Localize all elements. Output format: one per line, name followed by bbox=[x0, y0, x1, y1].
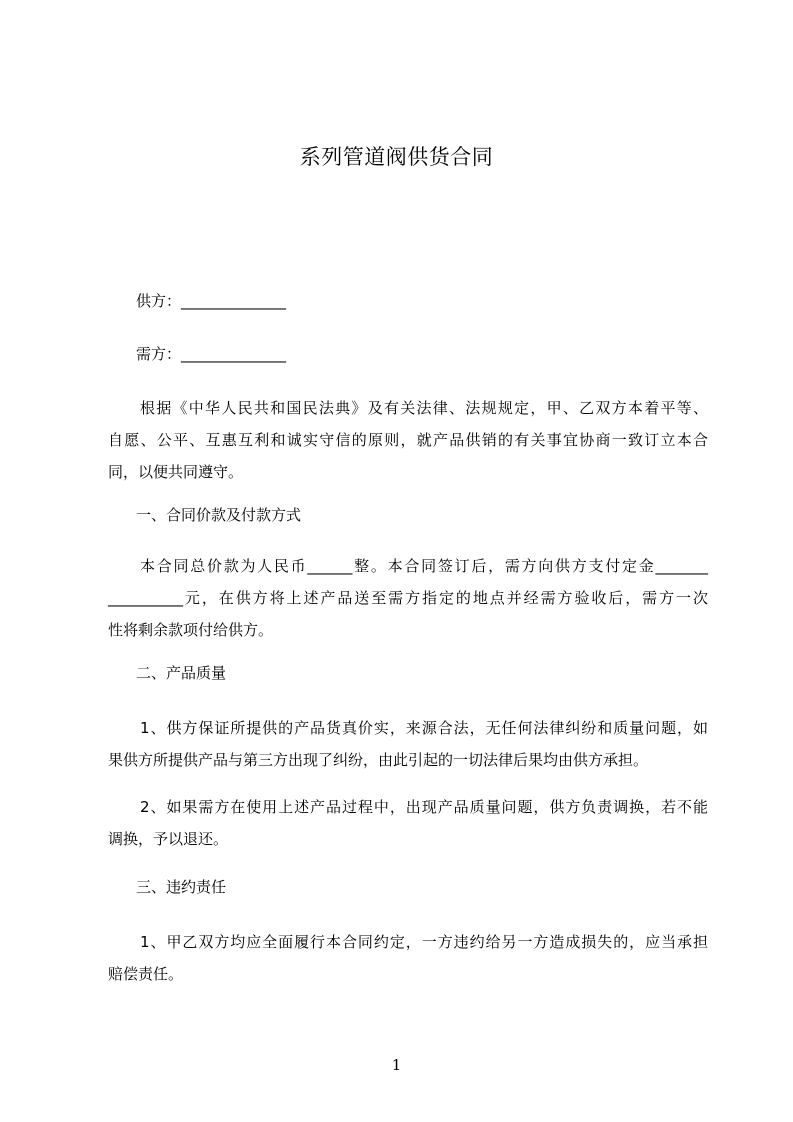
section1-line-3: 性将剩余款项付给供方。 bbox=[108, 621, 274, 639]
section2-item1-line-1: 1、供方保证所提供的产品货真价实，来源合法，无任何法律纠纷和质量问题，如 bbox=[140, 719, 708, 737]
section2-item1 bbox=[108, 712, 708, 776]
section2-item2-line-1: 2、如果需方在使用上述产品过程中，出现产品质量问题，供方负责调换，若不能 bbox=[140, 798, 708, 816]
section3-item1-line-1: 1、甲乙双方均应全面履行本合同约定，一方违约给另一方造成损失的，应当承担 bbox=[140, 933, 708, 951]
section1-line-2: __________元，在供方将上述产品送至需方指定的地点并经需方验收后，需方一次 bbox=[108, 589, 708, 607]
section2-heading: 二、产品质量 bbox=[136, 664, 227, 682]
buyer-line: 需方：______________ bbox=[136, 345, 287, 363]
section1-heading: 一、合同价款及付款方式 bbox=[136, 506, 302, 524]
intro-line-2: 自愿、公平、互惠互利和诚实守信的原则，就产品供销的有关事宜协商一致订立本合 bbox=[108, 431, 708, 449]
page-number: 1 bbox=[391, 1056, 402, 1074]
intro-line-1: 根据《中华人民共和国民法典》及有关法律、法规规定，甲、乙双方本着平等、 bbox=[140, 399, 708, 417]
section2-item2 bbox=[108, 791, 708, 855]
supplier-line: 供方：______________ bbox=[136, 292, 287, 310]
section1-paragraph bbox=[108, 550, 708, 646]
section2-item2-line-2: 调换，予以退还。 bbox=[108, 830, 229, 848]
section1-line-1: 本合同总价款为人民币______整。本合同签订后，需方向供方支付定金_______ bbox=[140, 557, 708, 575]
intro-paragraph bbox=[108, 392, 708, 488]
intro-line-3: 同，以便共同遵守。 bbox=[108, 463, 244, 481]
section3-item1 bbox=[108, 926, 708, 990]
document-title: 系列管道阀供货合同 bbox=[299, 145, 494, 169]
section2-item1-line-2: 果供方所提供产品与第三方出现了纠纷，由此引起的一切法律后果均由供方承担。 bbox=[108, 751, 649, 769]
section3-item1-line-2: 赔偿责任。 bbox=[108, 965, 184, 983]
section3-heading: 三、违约责任 bbox=[136, 878, 227, 896]
